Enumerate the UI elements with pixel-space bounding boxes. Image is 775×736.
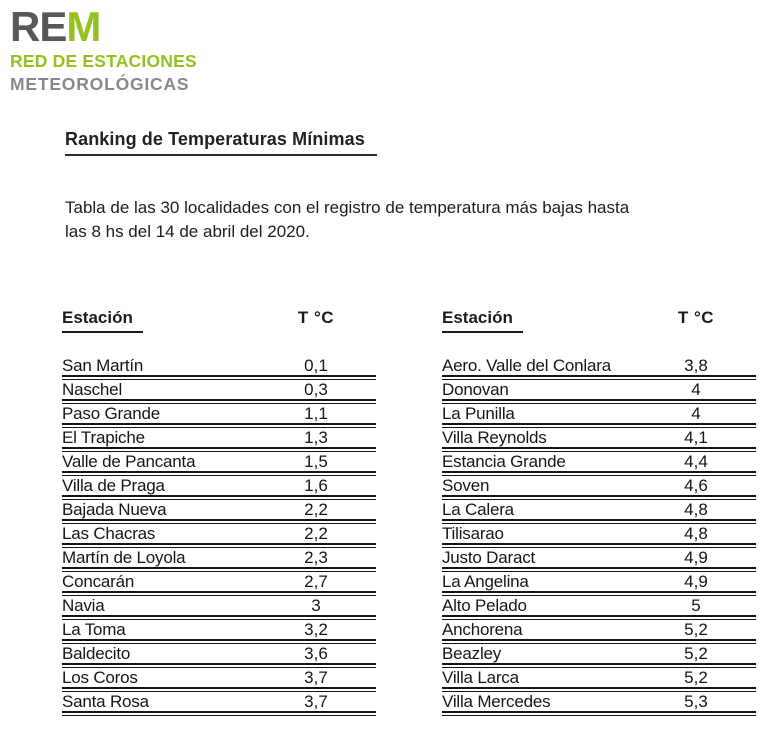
table-header-row bbox=[62, 308, 376, 333]
table-row bbox=[442, 500, 756, 519]
temperature-value: 2,7 bbox=[304, 572, 328, 591]
station-name: Baldecito bbox=[62, 644, 131, 663]
table-row bbox=[62, 668, 376, 687]
temperature-value: 4 bbox=[691, 380, 701, 399]
table-row bbox=[62, 596, 376, 615]
description-line-1: Tabla de las 30 localidades con el registro de temperatura más bajas hasta bbox=[65, 198, 630, 217]
temperature-value: 5,3 bbox=[684, 692, 708, 711]
table-row bbox=[62, 572, 376, 591]
table-row bbox=[442, 476, 756, 495]
table-row bbox=[442, 380, 756, 399]
station-name: Los Coros bbox=[62, 668, 138, 687]
station-name: La Calera bbox=[442, 500, 514, 519]
table-row bbox=[62, 452, 376, 471]
station-name: Villa de Praga bbox=[62, 476, 165, 495]
temperature-value: 5,2 bbox=[684, 620, 708, 639]
station-name: Martín de Loyola bbox=[62, 548, 186, 567]
station-name: Aero. Valle del Conlara bbox=[442, 356, 611, 375]
table-row bbox=[62, 620, 376, 639]
temperature-value: 5 bbox=[691, 596, 701, 615]
temperature-value: 4,8 bbox=[684, 500, 708, 519]
temperature-value: 1,5 bbox=[304, 452, 328, 471]
station-name: Alto Pelado bbox=[442, 596, 527, 615]
temperature-value: 4 bbox=[691, 404, 701, 423]
temperature-value: 3,7 bbox=[304, 692, 328, 711]
temperature-column-header: T °C bbox=[677, 308, 715, 327]
table-row bbox=[62, 548, 376, 567]
station-name: El Trapiche bbox=[62, 428, 145, 447]
station-name: Bajada Nueva bbox=[62, 500, 167, 519]
temperature-value: 3 bbox=[311, 596, 321, 615]
temperature-value: 1,1 bbox=[304, 404, 328, 423]
temperature-value: 1,3 bbox=[304, 428, 328, 447]
temperature-value: 4,6 bbox=[684, 476, 708, 495]
station-name: Soven bbox=[442, 476, 490, 495]
table-row bbox=[62, 524, 376, 543]
description-line-2: las 8 hs del 14 de abril del 2020. bbox=[65, 221, 310, 241]
station-name: Anchorena bbox=[442, 620, 523, 639]
table-row bbox=[442, 572, 756, 591]
temperature-value: 2,3 bbox=[304, 548, 328, 567]
description bbox=[65, 196, 629, 243]
table-row bbox=[442, 524, 756, 543]
temperature-value: 4,9 bbox=[684, 572, 708, 591]
station-name: La Angelina bbox=[442, 572, 529, 591]
station-name: Naschel bbox=[62, 380, 123, 399]
logo-acronym-gray: RE bbox=[10, 3, 67, 50]
table-row bbox=[62, 692, 376, 711]
table-row bbox=[442, 692, 756, 711]
table-body bbox=[62, 356, 376, 716]
temperature-value: 2,2 bbox=[304, 524, 328, 543]
table-row bbox=[62, 404, 376, 423]
temperature-value: 4,1 bbox=[684, 428, 708, 447]
temperature-value: 2,2 bbox=[304, 500, 328, 519]
logo-acronym bbox=[10, 3, 197, 50]
station-name: Villa Mercedes bbox=[442, 692, 551, 711]
temperature-value: 5,2 bbox=[684, 644, 708, 663]
temperature-value: 0,1 bbox=[304, 356, 328, 375]
station-name: Tilisarao bbox=[442, 524, 504, 543]
temperature-value: 0,3 bbox=[304, 380, 328, 399]
table-row bbox=[62, 476, 376, 495]
temperature-value: 4,8 bbox=[684, 524, 708, 543]
temperature-value: 3,7 bbox=[304, 668, 328, 687]
station-name: San Martín bbox=[62, 356, 144, 375]
station-name: Villa Reynolds bbox=[442, 428, 547, 447]
station-name: Las Chacras bbox=[62, 524, 156, 543]
temperature-value: 4,9 bbox=[684, 548, 708, 567]
table-row bbox=[442, 404, 756, 423]
table-row bbox=[442, 452, 756, 471]
logo-subtitle-line1: RED DE ESTACIONES bbox=[10, 51, 197, 71]
table-row bbox=[442, 668, 756, 687]
station-name: Navia bbox=[62, 596, 105, 615]
ranking-table-right bbox=[442, 308, 756, 716]
table-row bbox=[442, 620, 756, 639]
station-name: La Toma bbox=[62, 620, 126, 639]
station-name: Concarán bbox=[62, 572, 135, 591]
table-row bbox=[442, 428, 756, 447]
table-header-row bbox=[442, 308, 756, 333]
logo-acronym-green: M bbox=[66, 3, 101, 50]
table-row bbox=[442, 644, 756, 663]
ranking-tables bbox=[62, 308, 756, 716]
temperature-value: 1,6 bbox=[304, 476, 328, 495]
station-name: Donovan bbox=[442, 380, 509, 399]
station-name: Villa Larca bbox=[442, 668, 519, 687]
table-row bbox=[62, 644, 376, 663]
table-row bbox=[62, 380, 376, 399]
station-name: Santa Rosa bbox=[62, 692, 149, 711]
table-row bbox=[442, 596, 756, 615]
temperature-column-header: T °C bbox=[297, 308, 335, 327]
station-name: Paso Grande bbox=[62, 404, 160, 423]
rem-logo bbox=[10, 3, 197, 95]
temperature-value: 3,2 bbox=[304, 620, 328, 639]
station-name: Estancia Grande bbox=[442, 452, 566, 471]
table-row bbox=[62, 356, 376, 375]
temperature-value: 3,8 bbox=[684, 356, 708, 375]
station-name: Valle de Pancanta bbox=[62, 452, 196, 471]
logo-subtitle-line2: METEOROLÓGICAS bbox=[10, 74, 190, 94]
temperature-value: 4,4 bbox=[684, 452, 708, 471]
table-row bbox=[442, 548, 756, 567]
table-row bbox=[442, 356, 756, 375]
temperature-value: 5,2 bbox=[684, 668, 708, 687]
table-row bbox=[62, 500, 376, 519]
ranking-table-left bbox=[62, 308, 376, 716]
station-name: Justo Daract bbox=[442, 548, 536, 567]
station-name: Beazley bbox=[442, 644, 502, 663]
table-body bbox=[442, 356, 756, 716]
station-name: La Punilla bbox=[442, 404, 515, 423]
page-title: Ranking de Temperaturas Mínimas bbox=[65, 129, 377, 156]
temperature-value: 3,6 bbox=[304, 644, 328, 663]
table-row bbox=[62, 428, 376, 447]
station-column-header: Estación bbox=[62, 308, 143, 333]
station-column-header: Estación bbox=[442, 308, 523, 333]
